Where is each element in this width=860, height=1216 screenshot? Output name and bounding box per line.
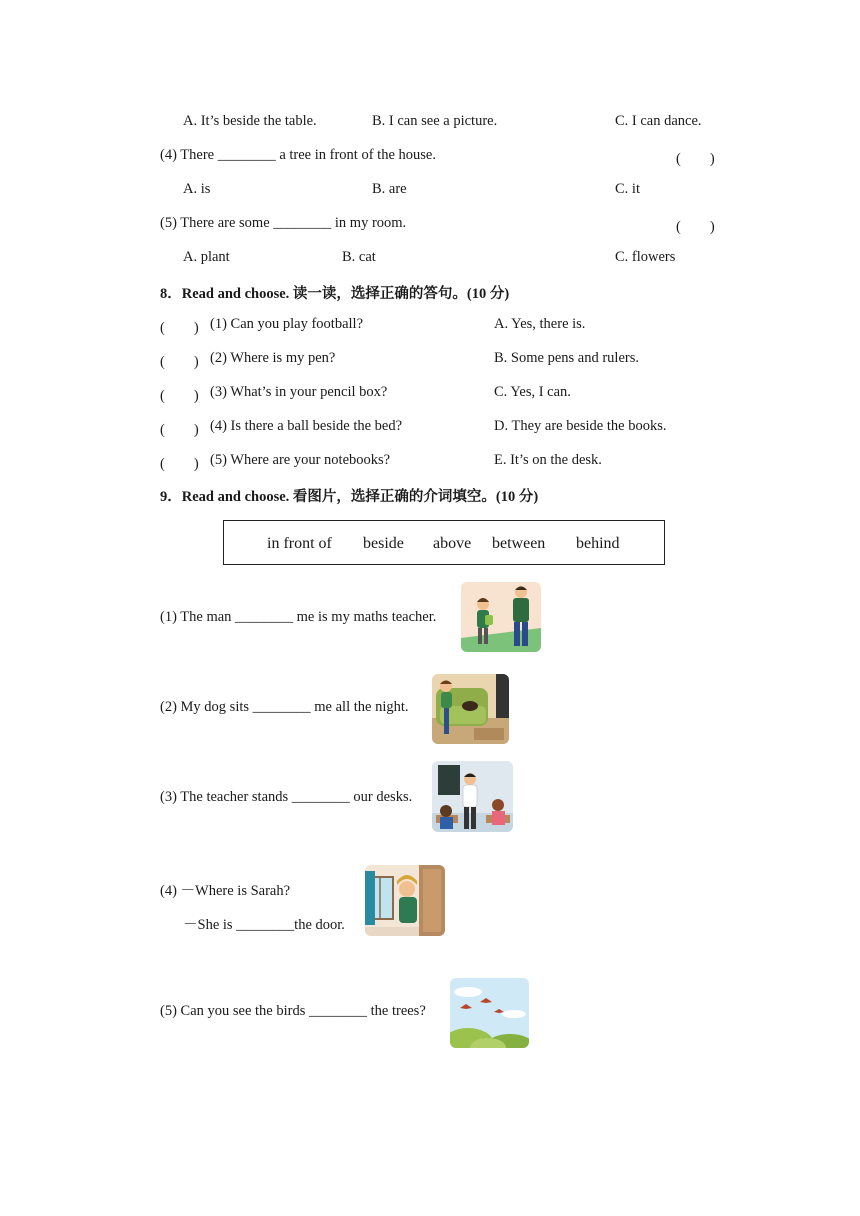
q7-4-stem: (4) There ________ a tree in front of the house. — [160, 147, 436, 163]
q7-5-option-a: A. plant — [183, 249, 230, 265]
section9-item-1-text: (1) The man ________ me is my maths teacher. — [160, 609, 437, 625]
q7-5-answer-paren[interactable]: ( ) — [676, 219, 715, 235]
section9-item-3-text: (3) The teacher stands ________ our desks. — [160, 789, 413, 805]
q7-5-option-c: C. flowers — [615, 249, 676, 265]
q7-5-option-b: B. cat — [342, 249, 376, 265]
section9-item-4-line2: －She is ________the door. — [183, 917, 345, 933]
teacher-between-desks-picture — [432, 761, 513, 832]
girl-behind-door-picture — [365, 865, 445, 936]
question-text: (3) What’s in your pencil box? — [210, 384, 388, 400]
answer-paren[interactable]: ( ) — [160, 388, 199, 404]
q7-3-option-a: A. It’s beside the table. — [183, 113, 317, 129]
section9-item-4-line1: (4) －Where is Sarah? — [160, 883, 291, 899]
question-text: (4) Is there a ball beside the bed? — [210, 418, 403, 434]
answer-option: E. It’s on the desk. — [494, 452, 602, 468]
word-bank-word: behind — [576, 535, 620, 552]
boy-behind-man-picture — [461, 582, 541, 652]
q7-4-option-a: A. is — [183, 181, 211, 197]
question-text: (2) Where is my pen? — [210, 350, 336, 366]
q7-4-option-b: B. are — [372, 181, 407, 197]
q7-3-option-b: B. I can see a picture. — [372, 113, 498, 129]
q7-4-answer-paren[interactable]: ( ) — [676, 151, 715, 167]
q7-3-option-c: C. I can dance. — [615, 113, 702, 129]
answer-option: D. They are beside the books. — [494, 418, 667, 434]
word-bank-word: beside — [363, 535, 404, 552]
section9-item-5-text: (5) Can you see the birds ________ the trees? — [160, 1003, 426, 1019]
answer-option: A. Yes, there is. — [494, 316, 586, 332]
word-bank-word: in front of — [267, 535, 332, 552]
answer-paren[interactable]: ( ) — [160, 422, 199, 438]
answer-paren[interactable]: ( ) — [160, 354, 199, 370]
answer-option: C. Yes, I can. — [494, 384, 571, 400]
answer-paren[interactable]: ( ) — [160, 456, 199, 472]
word-bank-word: above — [433, 535, 472, 552]
answer-option: B. Some pens and rulers. — [494, 350, 639, 366]
section8-title: 8．Read and choose. 读一读，选择正确的答句。(10 分) — [160, 286, 510, 302]
q7-4-option-c: C. it — [615, 181, 640, 197]
section9-title: 9．Read and choose. 看图片，选择正确的介词填空。(10 分) — [160, 489, 539, 505]
question-text: (5) Where are your notebooks? — [210, 452, 391, 468]
word-bank-box — [223, 520, 665, 565]
answer-paren[interactable]: ( ) — [160, 320, 199, 336]
question-text: (1) Can you play football? — [210, 316, 364, 332]
birds-above-trees-picture — [450, 978, 529, 1048]
section9-item-2-text: (2) My dog sits ________ me all the night. — [160, 699, 409, 715]
q7-5-stem: (5) There are some ________ in my room. — [160, 215, 407, 231]
word-bank-word: between — [492, 535, 546, 552]
boy-on-sofa-with-dog-picture — [432, 674, 509, 744]
